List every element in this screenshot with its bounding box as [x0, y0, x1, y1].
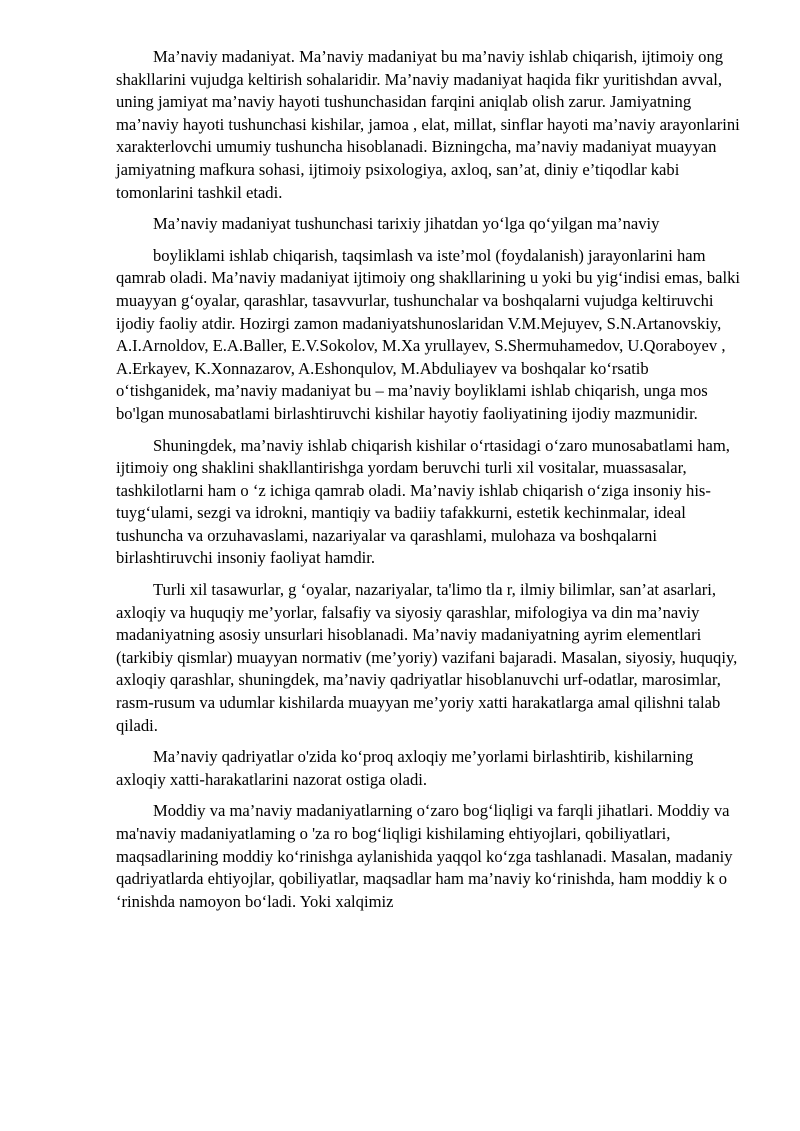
paragraph-6: Moddiy va ma’naviy madaniyatlarning o‘zaro bog‘liqligi va farqli jihatlari. Moddiy va ma'naviy madaniyatlaming o 'za ro bog‘liqligi kishilaming ehtiyojlari, qobiliyatlari, maqsadlarining moddiy ko‘rinishga aylanishida yaqqol ko‘zga tashlanadi. Masalan, madaniy qadriyatlarda ehtiyojlar, qobiliyatlar, maqsadlar ham ma’naviy ko‘rinishda, ham moddiy k o ‘rinishda namoyon bo‘ladi. Yoki xalqimiz — [116, 801, 733, 911]
paragraph-1: Ma’naviy madaniyat. Ma’naviy madaniyat bu ma’naviy ishlab chiqarish, ijtimoiy ong shakllarini vujudga keltirish sohalaridir. Ma’naviy madaniyat haqida fikr yuritishdan avval, uning jamiyat ma’naviy hayoti tushunchasidan farqini aniqlab olish zarur. Jamiyatning ma’naviy hayoti tushunchasi kishilar, jamoa , elat, millat, sinflar hayoti ma’naviy arayonlarini xarakterlovchi umumiy tushuncha hisoblanadi. Bizningcha, ma’naviy madaniyat muayyan jamiyatning mafkura sohasi, ijtimoiy psixologiya, axloq, san’at, diniy e’tiqodlar kabi tomonlarini tashkil etadi. — [116, 47, 740, 202]
paragraph-3: Shuningdek, ma’naviy ishlab chiqarish kishilar o‘rtasidagi o‘zaro munosabatlami ham, ijtimoiy ong shaklini shakllantirishga yordam beruvchi turli xil vositalar, muassasalar, tashkilotlarni ham o ‘z ichiga qamrab oladi. Ma’naviy ishlab chiqarish o‘ziga insoniy his-tuyg‘ulami, sezgi va idrokni, mantiqiy va badiiy tafakkurni, estetik kechinmalar, ideal tushuncha va orzuhavaslami, nazariyalar va qarashlami, mulohaza va boshqalarni birlashtiruvchi insoniy faoliyat hamdir. — [116, 435, 730, 568]
document-page — [116, 46, 744, 922]
paragraph-5: Ma’naviy qadriyatlar o'zida ko‘proq axloqiy me’yorlami birlashtirib, kishilarning axloqiy xatti-harakatlarini nazorat ostiga oladi. — [116, 747, 694, 789]
paragraph-2-continued: boyliklami ishlab chiqarish, taqsimlash va iste’mol (foydalanish) jarayonlarini ham qamrab oladi. Ma’naviy madaniyat ijtimoiy ong shakllarining u yoki bu yig‘indisi emas, balki muayyan g‘oyalar, qarashlar, tasavvurlar, tushunchalar va boshqalarni vujudga keltiruvchi ijodiy faoliy atdir. Hozirgi zamon madaniyatshunoslaridan V.M.Mejuyev, S.N.Artanovskiy, A.I.Arnoldov, E.A.Baller, E.V.Sokolov, M.Xa yrullayev, S.Shermuhamedov, U.Qoraboyev , A.Erkayev, K.Xonnazarov, A.Eshonqulov, M.Abduliayev va boshqalar ko‘rsatib o‘tishganidek, ma’naviy madaniyat bu – ma’naviy boyliklami ishlab chiqarish, unga mos bo'lgan munosabatlami birlashtiruvchi kishilar hayotiy faoliyatining ijodiy mazmunidir. — [116, 245, 740, 423]
paragraph-4: Turli xil tasawurlar, g ‘oyalar, nazariyalar, ta'limo tla r, ilmiy bilimlar, san’at asarlari, axloqiy va huquqiy me’yorlar, falsafiy va siyosiy qarashlar, mifologiya va din ma’naviy madaniyatning asosiy unsurlari hisoblanadi. Ma’naviy madaniyatning ayrim elementlari (tarkibiy qismlar) muayyan normativ (me’yoriy) vazifani bajaradi. Masalan, siyosiy, huquqiy, axloqiy qarashlar, shuningdek, ma’naviy qadriyatlar hisoblanuvchi urf-odatlar, marosimlar, rasm-rusum va udumlar kishilarda muayyan me’yoriy xatti harakatlarga amal qilishni talab qiladi. — [116, 580, 738, 735]
paragraph-2-start: Ma’naviy madaniyat tushunchasi tarixiy jihatdan yo‘lga qo‘yilgan ma’naviy — [153, 214, 660, 234]
